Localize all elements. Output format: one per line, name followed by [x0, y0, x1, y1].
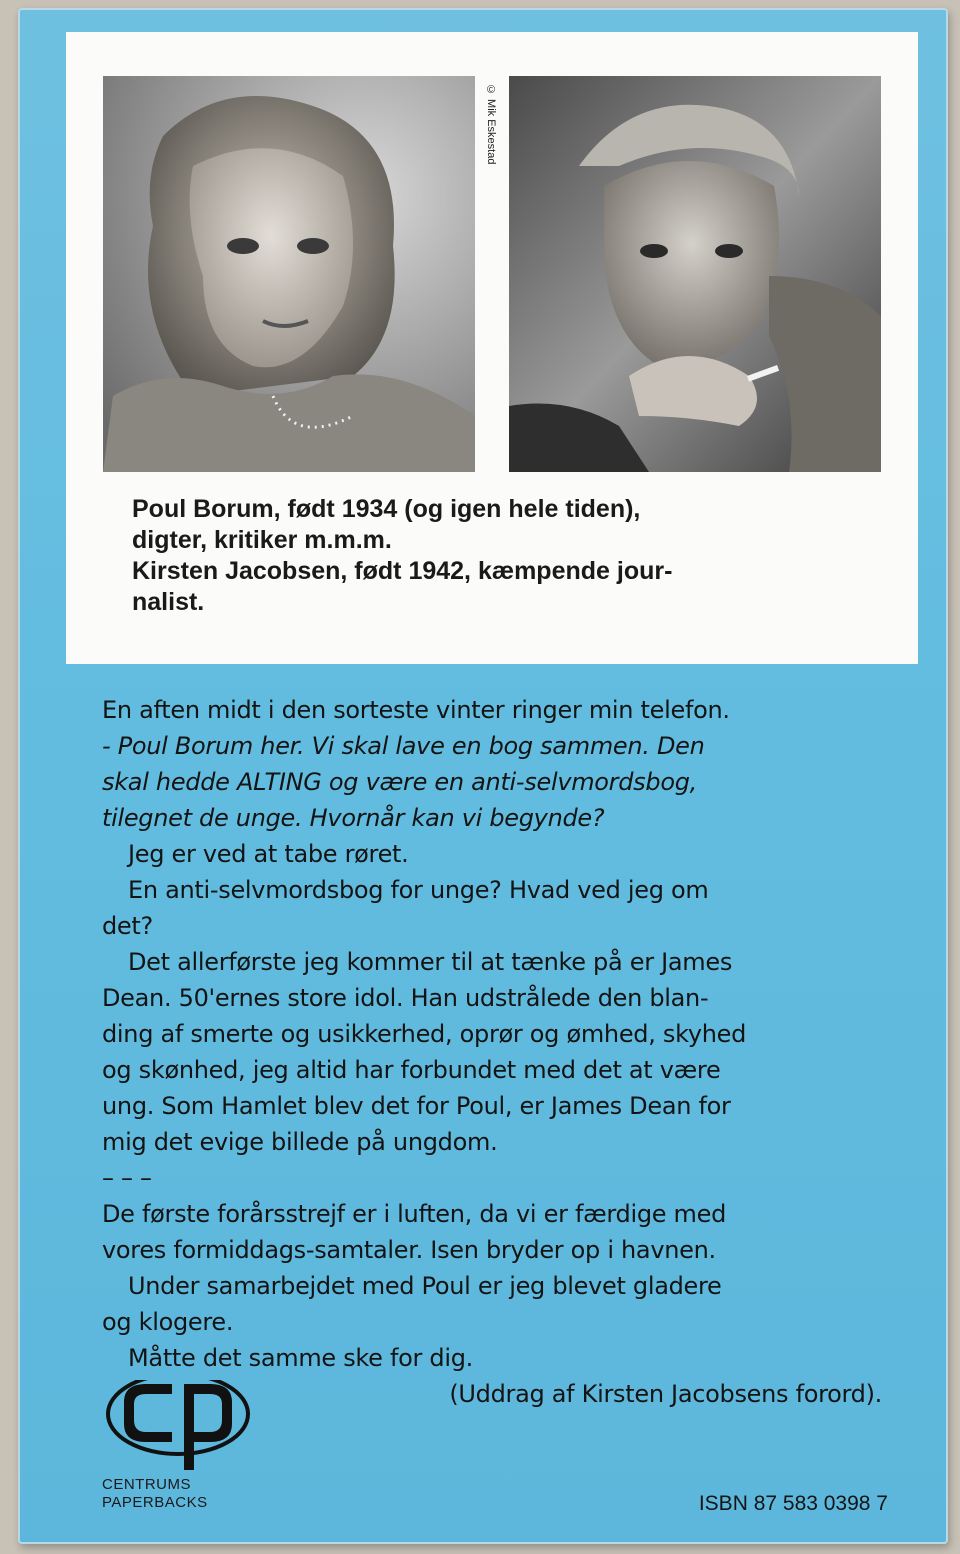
- publisher-name: [102, 1476, 262, 1512]
- blurb-line: tilegnet de unge. Hvornår kan vi begynde?: [102, 804, 605, 832]
- blurb-line: Måtte det samme ske for dig.: [128, 1344, 473, 1372]
- blurb-line: ung. Som Hamlet blev det for Poul, er James Dean for: [102, 1092, 731, 1120]
- caption-line: Kirsten Jacobsen, født 1942, kæmpende jour-: [132, 557, 673, 585]
- isbn-number: ISBN 87 583 0398 7: [698, 1492, 888, 1515]
- blurb-line: De første forårsstrejf er i luften, da vi er færdige med: [102, 1200, 727, 1228]
- portrait-poul-borum: [509, 76, 881, 472]
- blurb-line: Dean. 50'ernes store idol. Han udstrålede den blan-: [102, 984, 709, 1012]
- portrait-man-image: [509, 76, 881, 472]
- blurb-line: En anti-selvmordsbog for unge? Hvad ved jeg om: [128, 876, 709, 904]
- blurb-line: - Poul Borum her. Vi skal lave en bog sammen. Den: [102, 732, 705, 760]
- portrait-kirsten-jacobsen: [103, 76, 475, 472]
- blurb-line: Jeg er ved at tabe røret.: [128, 840, 409, 868]
- photo-credit-text: © Mik Eskestad: [485, 84, 497, 165]
- blurb-line: og skønhed, jeg altid har forbundet med det at være: [102, 1056, 721, 1084]
- publisher-line: PAPERBACKS: [102, 1494, 208, 1511]
- portrait-woman-image: [103, 76, 475, 472]
- blurb-attribution: (Uddrag af Kirsten Jacobsens forord).: [449, 1380, 882, 1408]
- blurb-text: [102, 692, 882, 1412]
- publisher-line: CENTRUMS: [102, 1476, 191, 1493]
- author-photo-panel: [66, 32, 918, 664]
- caption-line: nalist.: [132, 588, 205, 616]
- blurb-line: og klogere.: [102, 1308, 234, 1336]
- blurb-line: Det allerførste jeg kommer til at tænke på er James: [128, 948, 733, 976]
- caption-line: digter, kritiker m.m.m.: [132, 526, 392, 554]
- caption-line: Poul Borum, født 1934 (og igen hele tiden),: [132, 495, 641, 523]
- author-captions: [132, 494, 912, 618]
- book-back-cover: [18, 8, 948, 1544]
- blurb-line: mig det evige billede på ungdom.: [102, 1128, 498, 1156]
- blurb-line: ding af smerte og usikkerhed, oprør og ømhed, skyhed: [102, 1020, 747, 1048]
- photo-credit: [479, 84, 503, 234]
- blurb-line: skal hedde ALTING og være en anti-selvmordsbog,: [102, 768, 697, 796]
- blurb-line: En aften midt i den sorteste vinter ringer min telefon.: [102, 696, 730, 724]
- blurb-line: det?: [102, 912, 153, 940]
- blurb-line: Under samarbejdet med Poul er jeg blevet gladere: [128, 1272, 722, 1300]
- section-separator: – – –: [102, 1164, 152, 1192]
- blurb-line: vores formiddags-samtaler. Isen bryder op i havnen.: [102, 1236, 716, 1264]
